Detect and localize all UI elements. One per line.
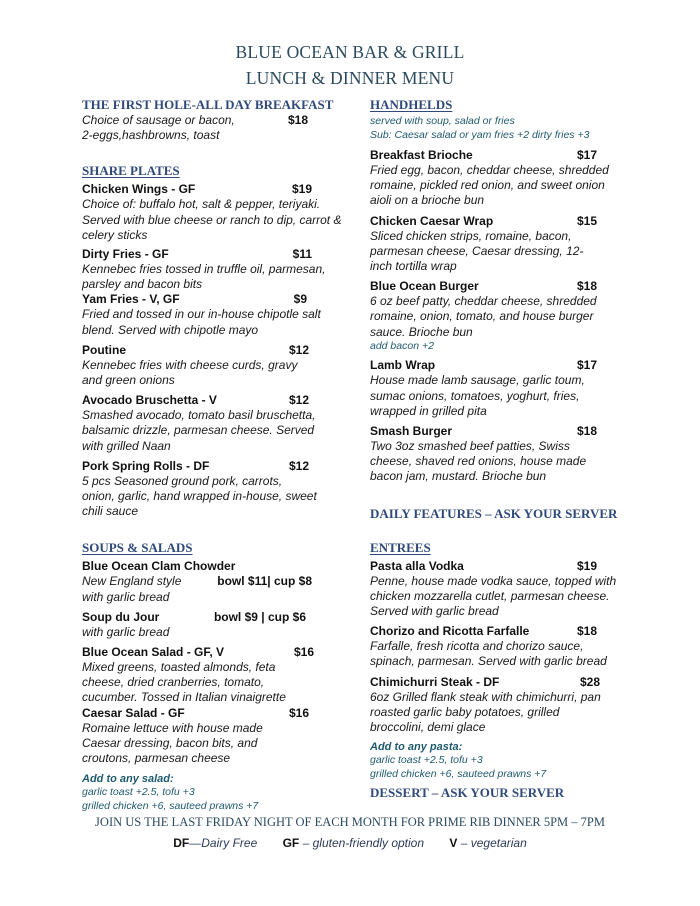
item-desc: Kennebec fries tossed in truffle oil, parmesan, parsley and bacon bits bbox=[82, 262, 326, 292]
item-desc: 6 oz beef patty, cheddar cheese, shredded romaine, onion, tomato, and house burger sauce. Brioche bun bbox=[370, 294, 597, 339]
menu-item bbox=[370, 358, 597, 419]
item-name: Chimichurri Steak - DF bbox=[370, 674, 500, 689]
item-desc: 6oz Grilled flank steak with chimichurri, pan roasted garlic baby potatoes, grilled broccolini, demi glace bbox=[370, 689, 601, 734]
addon-heading: Add to any salad: bbox=[82, 773, 174, 786]
item-desc: Smashed avocado, tomato basil bruschetta, balsamic drizzle, parmesan cheese. Served with grilled Naan bbox=[82, 408, 316, 453]
restaurant-title: BLUE OCEAN BAR & GRILL bbox=[235, 42, 465, 62]
item-name: Pork Spring Rolls - DF bbox=[82, 458, 210, 473]
menu-item bbox=[82, 610, 306, 640]
legend-meaning: Dairy Free bbox=[201, 836, 258, 850]
menu-item bbox=[370, 148, 609, 209]
item-desc: Sliced chicken strips, romaine, bacon, parmesan cheese, Caesar dressing, 12-inch tortilla wrap bbox=[370, 228, 584, 274]
menu-title: LUNCH & DINNER MENU bbox=[245, 68, 455, 88]
item-price: $18 bbox=[576, 624, 597, 639]
right-column bbox=[370, 96, 620, 801]
item-price: $19 bbox=[291, 182, 312, 197]
item-name: Yam Fries - V, GF bbox=[82, 292, 180, 307]
legend-meaning: gluten-friendly option bbox=[312, 836, 425, 850]
menu-item bbox=[82, 343, 309, 388]
item-name: Poutine bbox=[82, 342, 126, 357]
section-heading-handhelds: HANDHELDS bbox=[370, 97, 453, 112]
section-heading-breakfast: THE FIRST HOLE-ALL DAY BREAKFAST bbox=[82, 97, 334, 112]
addon-line: grilled chicken +6, sauteed prawns +7 bbox=[82, 799, 259, 812]
menu-item bbox=[370, 214, 597, 275]
item-desc: Choice of: buffalo hot, salt & pepper, teriyaki. Served with blue cheese or ranch to dip, carrot & celery sticks bbox=[82, 197, 342, 242]
breakfast-desc-1: Choice of sausage or bacon, bbox=[82, 113, 235, 127]
item-addon-note: add bacon +2 bbox=[370, 339, 434, 352]
item-name: Chicken Caesar Wrap bbox=[370, 213, 494, 228]
item-price: bowl $9 | cup $6 bbox=[213, 609, 306, 624]
item-price: $17 bbox=[576, 148, 597, 162]
legend-code: DF bbox=[173, 836, 190, 850]
item-price: $16 bbox=[288, 705, 309, 720]
salad-addons bbox=[82, 772, 354, 813]
addon-line: garlic toast +2.5, tofu +3 bbox=[370, 754, 483, 767]
item-desc: House made lamb sausage, garlic toum, sumac onions, tomatoes, yoghurt, fries, wrapped in grilled pita bbox=[370, 373, 585, 418]
menu-item bbox=[82, 706, 309, 767]
legend-meaning: vegetarian bbox=[470, 836, 527, 850]
menu-item bbox=[370, 624, 607, 669]
breakfast-desc-2: 2-eggs,hashbrowns, toast bbox=[82, 128, 220, 143]
section-heading-share-plates: SHARE PLATES bbox=[82, 163, 180, 179]
menu-item bbox=[82, 292, 321, 337]
item-name: Caesar Salad - GF bbox=[82, 705, 185, 720]
item-price: bowl $11| cup $8 bbox=[217, 574, 312, 589]
item-desc: Fried and tossed in our in-house chipotle salt blend. Served with chipotle mayo bbox=[82, 307, 321, 337]
menu-item bbox=[370, 675, 600, 736]
legend-sep: – bbox=[299, 836, 313, 850]
item-desc: 5 pcs Seasoned ground pork, carrots, onion, garlic, hand wrapped in-house, sweet chili sauce bbox=[82, 473, 317, 519]
item-price: $19 bbox=[576, 558, 597, 573]
item-name: Blue Ocean Salad - GF, V bbox=[82, 645, 225, 660]
addon-line: garlic toast +2.5, tofu +3 bbox=[82, 786, 195, 799]
item-desc: Romaine lettuce with house made Caesar dressing, bacon bits, and croutons, parmesan cheese bbox=[82, 720, 263, 766]
left-column bbox=[82, 96, 354, 813]
legend-sep: – bbox=[457, 836, 471, 850]
menu-item bbox=[82, 645, 314, 706]
menu-item bbox=[82, 247, 326, 292]
menu-item bbox=[82, 182, 342, 243]
section-heading-entrees: ENTREES bbox=[370, 539, 431, 555]
item-desc: with garlic bread bbox=[82, 589, 170, 604]
item-desc: Two 3oz smashed beef patties, Swiss cheese, shaved red onions, house made bacon jam, mustard. Brioche bun bbox=[370, 438, 587, 484]
item-name: Smash Burger bbox=[370, 423, 453, 438]
item-name: Lamb Wrap bbox=[370, 358, 436, 373]
item-price: $15 bbox=[576, 213, 597, 228]
item-desc: Kennebec fries with cheese curds, gravy and green onions bbox=[82, 357, 298, 388]
item-name: Chorizo and Ricotta Farfalle bbox=[370, 624, 530, 639]
item-desc: New England style bbox=[82, 574, 182, 589]
item-price: $12 bbox=[288, 342, 309, 357]
item-name: Avocado Bruschetta - V bbox=[82, 393, 217, 408]
menu-item bbox=[370, 424, 597, 485]
item-name: Soup du Jour bbox=[82, 609, 160, 624]
item-name: Breakfast Brioche bbox=[370, 148, 473, 162]
menu-item bbox=[82, 393, 316, 454]
handhelds-sub-note: Sub: Caesar salad or yam fries +2 dirty fries +3 bbox=[370, 128, 590, 141]
dessert-heading: DESSERT – ASK YOUR SERVER bbox=[370, 785, 565, 801]
breakfast-item bbox=[82, 113, 354, 143]
dietary-legend bbox=[0, 836, 700, 850]
legend-gf bbox=[283, 836, 424, 850]
daily-features-heading: DAILY FEATURES – ASK YOUR SERVER bbox=[370, 505, 618, 521]
item-price: $17 bbox=[576, 358, 597, 373]
legend-sep: — bbox=[189, 836, 202, 850]
addon-heading: Add to any pasta: bbox=[370, 741, 463, 754]
item-desc: with garlic bread bbox=[82, 624, 170, 639]
pasta-addons bbox=[370, 740, 620, 781]
menu-item bbox=[82, 559, 354, 604]
menu-item bbox=[82, 458, 317, 520]
menu-item bbox=[370, 279, 597, 353]
item-desc: Fried egg, bacon, cheddar cheese, shredded romaine, pickled red onion, and sweet onion aioli on a brioche bun bbox=[370, 163, 609, 208]
addon-line: grilled chicken +6, sauteed prawns +7 bbox=[370, 767, 547, 780]
item-price: $9 bbox=[293, 292, 307, 307]
item-desc: Penne, house made vodka sauce, topped with chicken mozzarella cutlet, parmesan cheese. Served with garlic bread bbox=[370, 573, 617, 618]
legend-v bbox=[449, 836, 526, 850]
section-heading-soups-salads: SOUPS & SALADS bbox=[82, 540, 193, 556]
legend-df bbox=[173, 836, 257, 850]
handhelds-note: served with soup, salad or fries bbox=[370, 115, 515, 127]
item-name: Blue Ocean Burger bbox=[370, 279, 479, 294]
prime-rib-promo: JOIN US THE LAST FRIDAY NIGHT OF EACH MONTH FOR PRIME RIB DINNER 5PM – 7PM bbox=[95, 815, 605, 829]
item-name: Blue Ocean Clam Chowder bbox=[82, 559, 236, 574]
item-price: $12 bbox=[288, 458, 309, 473]
legend-code: V bbox=[449, 836, 458, 850]
legend-code: GF bbox=[282, 836, 300, 850]
menu-item bbox=[370, 558, 617, 620]
item-desc: Mixed greens, toasted almonds, feta cheese, dried cranberries, tomato, cucumber. Tossed in Italian vinaigrette bbox=[82, 660, 286, 705]
item-price: $18 bbox=[576, 279, 597, 294]
item-price: $11 bbox=[292, 247, 312, 262]
item-name: Chicken Wings - GF bbox=[82, 182, 196, 197]
item-name: Pasta alla Vodka bbox=[370, 558, 464, 573]
item-price: $12 bbox=[288, 393, 309, 408]
item-price: $18 bbox=[576, 423, 597, 438]
breakfast-price: $18 bbox=[288, 113, 309, 127]
item-name: Dirty Fries - GF bbox=[82, 247, 169, 262]
item-price: $28 bbox=[579, 674, 600, 689]
item-price: $16 bbox=[293, 645, 314, 660]
item-desc: Farfalle, fresh ricotta and chorizo sauce, spinach, parmesan. Served with garlic bread bbox=[370, 639, 607, 669]
